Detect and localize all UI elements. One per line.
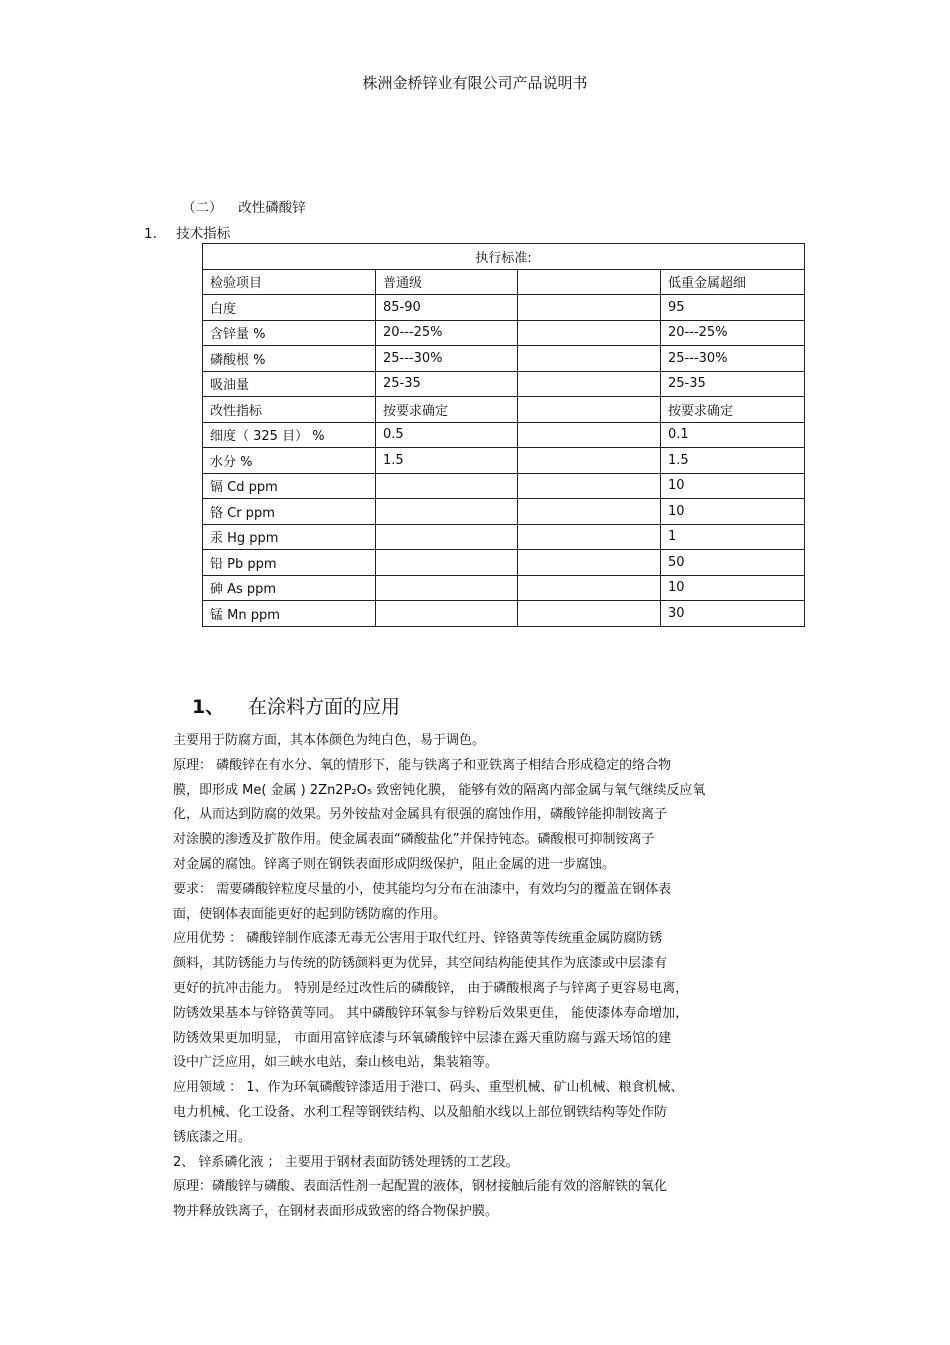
body-line: 要求： 需要磷酸锌粒度尽量的小，使其能均匀分布在油漆中，有效均匀的覆盖在钢体表 (173, 881, 672, 897)
table-cell: 0.5 (376, 422, 518, 448)
table-cell: 10 (661, 575, 805, 601)
table-cell (518, 295, 661, 321)
table-cell: 25---30% (661, 346, 805, 372)
table-row (203, 601, 805, 627)
body-line: 电力机械、化工设备、水利工程等钢铁结构、以及船舶水线以上部位钢铁结构等处作防 (173, 1105, 668, 1120)
body-line: 设中广泛应用，如三峡水电站，秦山核电站，集装箱等。 (173, 1055, 499, 1071)
body-line: 面，使钢体表面能更好的起到防锈防腐的作用。 (173, 906, 447, 922)
heading-number: 1、 (192, 696, 225, 718)
table-cell (518, 422, 661, 448)
table-cell: 按要求确定 (661, 397, 805, 423)
table-cell: 25-35 (376, 371, 518, 397)
table-row (203, 295, 805, 321)
table-row (203, 499, 805, 525)
table-cell: 10 (661, 499, 805, 525)
table-cell: 25-35 (661, 371, 805, 397)
table-row (203, 320, 805, 346)
body-line: 原理： 磷酸锌在有水分、氧的情形下，能与铁离子和亚铁离子相结合形成稳定的络合物 (173, 757, 672, 773)
table-cell (376, 499, 518, 525)
body-line: 锈底漆之用。 (173, 1129, 252, 1145)
section-heading (182, 196, 306, 216)
table-row (203, 397, 805, 423)
table-cell (518, 601, 661, 627)
table-cell: 铬 Cr ppm (203, 499, 376, 525)
table-cell: 吸油量 (203, 371, 376, 397)
body-line: 原理：磷酸锌与磷酸、表面活性剂一起配置的液体，钢材接触后能有效的溶解铁的氧化 (173, 1179, 668, 1195)
table-cell (376, 575, 518, 601)
table-cell (518, 346, 661, 372)
heading-title: 在涂料方面的应用 (248, 696, 401, 718)
item-heading (144, 222, 230, 242)
table-cell: 白度 (203, 295, 376, 321)
table-cell: 25---30% (376, 346, 518, 372)
table-cell: 含锌量 % (203, 320, 376, 346)
table-cell (518, 473, 661, 499)
body-line: 物并释放铁离子，在钢材表面形成致密的络合物保护膜。 (173, 1204, 499, 1220)
table-header-row (203, 269, 805, 295)
column-header: 检验项目 (203, 269, 376, 295)
table-cell (376, 473, 518, 499)
table-cell: 1 (661, 524, 805, 550)
body-line: 防锈效果基本与锌铬黄等同。 其中磷酸锌环氧参与锌粉后效果更佳， 能使漆体寿命增加， (173, 1005, 689, 1021)
table-cell (518, 371, 661, 397)
table-cell (518, 448, 661, 474)
section-number: （二） (182, 200, 223, 216)
standard-label: 执行标准: (203, 244, 805, 270)
column-header (518, 269, 661, 295)
table-row (203, 575, 805, 601)
table-cell: 砷 As ppm (203, 575, 376, 601)
table-cell: 锰 Mn ppm (203, 601, 376, 627)
page-title: 株洲金桥锌业有限公司产品说明书 (362, 74, 588, 92)
table-cell: 水分 % (203, 448, 376, 474)
table-cell: 85-90 (376, 295, 518, 321)
body-line: 应用优势 ： 磷酸锌制作底漆无毒无公害用于取代红丹、锌铬黄等传统重金属防腐防锈 (173, 931, 663, 947)
table-cell (518, 550, 661, 576)
body-line: 更好的抗冲击能力。 特别是经过改性后的磷酸锌， 由于磷酸根离子与锌离子更容易电离， (173, 981, 689, 996)
table-row (203, 524, 805, 550)
table-cell (518, 320, 661, 346)
item-number: 1. (144, 226, 157, 242)
table-cell (518, 575, 661, 601)
table-cell: 50 (661, 550, 805, 576)
table-cell (376, 524, 518, 550)
table-cell: 铅 Pb ppm (203, 550, 376, 576)
table-cell: 汞 Hg ppm (203, 524, 376, 550)
table-cell: 改性指标 (203, 397, 376, 423)
table-row (203, 371, 805, 397)
body-line: 对金属的腐蚀。锌离子则在钢铁表面形成阴级保护，阻止金属的进一步腐蚀。 (173, 857, 616, 872)
table-row (203, 473, 805, 499)
table-cell: 95 (661, 295, 805, 321)
table-cell (376, 550, 518, 576)
spec-table (202, 243, 805, 627)
table-cell: 20---25% (661, 320, 805, 346)
body-line: 2、 锌系磷化液 ； 主要用于钢材表面防锈处理锈的工艺段。 (173, 1154, 519, 1170)
column-header: 低重金属超细 (661, 269, 805, 295)
table-cell: 1.5 (661, 448, 805, 474)
table-cell: 磷酸根 % (203, 346, 376, 372)
table-cell (518, 397, 661, 423)
body-line: 对涂膜的渗透及扩散作用。使金属表面“磷酸盐化”并保持钝态。磷酸根可抑制铵离子 (173, 832, 655, 848)
body-line: 应用领域 ： 1、作为环氧磷酸锌漆适用于港口、码头、重型机械、矿山机械、粮食机械、 (173, 1080, 684, 1096)
body-line: 化，从而达到防腐的效果。另外铵盐对金属具有很强的腐蚀作用，磷酸锌能抑制铵离子 (173, 807, 668, 823)
table-cell: 20---25% (376, 320, 518, 346)
table-row (203, 448, 805, 474)
section-title: 改性磷酸锌 (238, 200, 306, 216)
column-header: 普通级 (376, 269, 518, 295)
table-row (203, 346, 805, 372)
table-cell: 10 (661, 473, 805, 499)
table-cell (376, 601, 518, 627)
application-heading (192, 692, 400, 719)
table-cell (518, 524, 661, 550)
table-row (203, 550, 805, 576)
table-cell (518, 499, 661, 525)
body-line: 膜，即形成 Me( 金属 ) 2Zn2P₂O₅ 致密钝化膜， 能够有效的隔离内部金属与氧气继续反应氧 (173, 782, 706, 798)
item-title: 技术指标 (176, 226, 231, 242)
table-cell: 镉 Cd ppm (203, 473, 376, 499)
table-cell: 0.1 (661, 422, 805, 448)
table-row (203, 422, 805, 448)
body-line: 颜料，其防锈能力与传统的防锈颜料更为优异，其空间结构能使其作为底漆或中层漆有 (173, 956, 668, 972)
table-cell: 细度（ 325 目） % (203, 422, 376, 448)
body-line: 防锈效果更加明显， 市面用富锌底漆与环氧磷酸锌中层漆在露天重防腐与露天场馆的建 (173, 1030, 672, 1046)
table-cell: 1.5 (376, 448, 518, 474)
table-standard-row (203, 244, 805, 270)
table-cell: 30 (661, 601, 805, 627)
body-line: 主要用于防腐方面，其本体颜色为纯白色，易于调色。 (173, 733, 486, 748)
table-cell: 按要求确定 (376, 397, 518, 423)
